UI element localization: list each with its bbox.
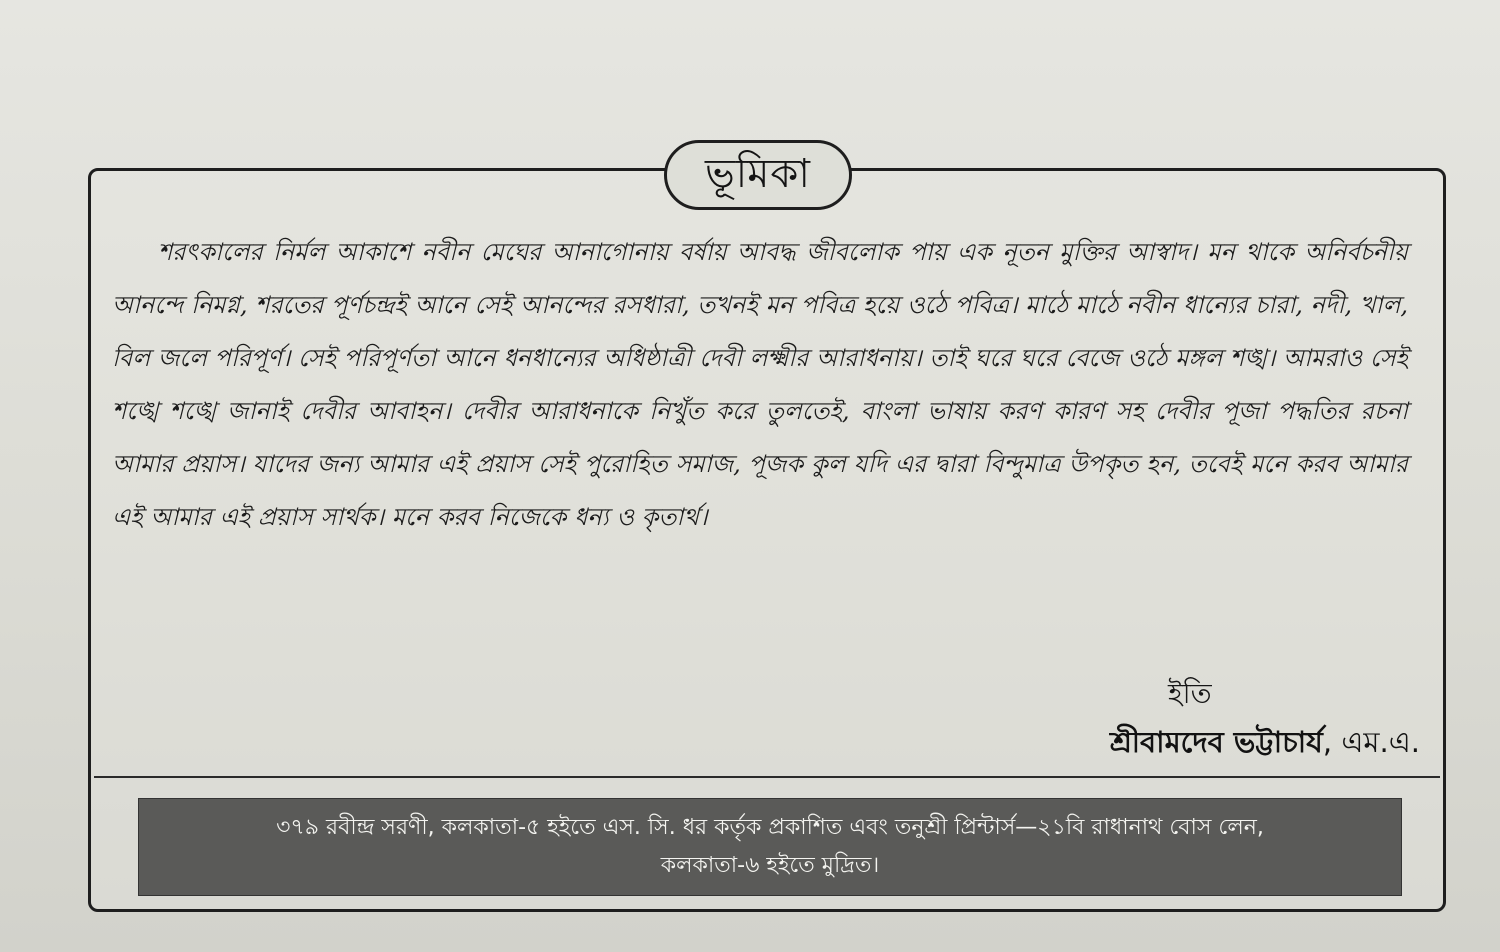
footer-divider [94, 776, 1440, 778]
imprint-line-2: কলকাতা-৬ হইতে মুদ্রিত। [660, 853, 880, 878]
preface-title: ভূমিকা [704, 150, 812, 197]
imprint-line-1: ৩৭৯ রবীন্দ্র সরণী, কলকাতা-৫ হইতে এস. সি. ধর কর্তৃক প্রকাশিত এবং তনুশ্রী প্রিন্টার্স—২১বি রাধানাথ বোস লেন, [276, 815, 1264, 840]
closing-word: ইতি [1168, 677, 1212, 710]
publisher-imprint [138, 798, 1402, 896]
preface-body-text: শরৎকালের নির্মল আকাশে নবীন মেঘের আনাগোনায় বর্ষায় আবদ্ধ জীবলোক পায় এক নূতন মুক্তির আস্বাদ। মন থাকে অনির্বচনীয় আনন্দে নিমগ্ন, শরতের পূর্ণচন্দ্রই আনে সেই আনন্দের রসধারা, তখনই মন পবিত্র হয়ে ওঠে পবিত্র। মাঠে মাঠে নবীন ধান্যের চারা, নদী, খাল, বিল জলে পরিপূর্ণ। সেই পরিপূর্ণতা আনে ধনধান্যের অধিষ্ঠাত্রী দেবী লক্ষ্মীর আরাধনায়। তাই ঘরে ঘরে বেজে ওঠে মঙ্গল শঙ্খ। আমরাও সেই শঙ্খে শঙ্খে জানাই দেবীর আবাহন। দেবীর আরাধনাকে নিখুঁত করে তুলতেই, বাংলা ভাষায় করণ কারণ সহ দেবীর পূজা পদ্ধতির রচনা আমার প্রয়াস। যাদের জন্য আমার এই প্রয়াস সেই পুরোহিত সমাজ, পূজক কুল যদি এর দ্বারা বিন্দুমাত্র উপকৃত হন, তবেই মনে করব আমার এই আমার এই প্রয়াস সার্থক। মনে করব নিজেকে ধন্য ও কৃতার্থ। [112, 238, 1408, 531]
author-name: শ্রীবামদেব ভট্টাচার্য [1109, 725, 1323, 759]
author-degree: , এম.এ. [1322, 725, 1420, 759]
author-signature [1110, 720, 1420, 769]
preface-title-badge [664, 140, 852, 210]
